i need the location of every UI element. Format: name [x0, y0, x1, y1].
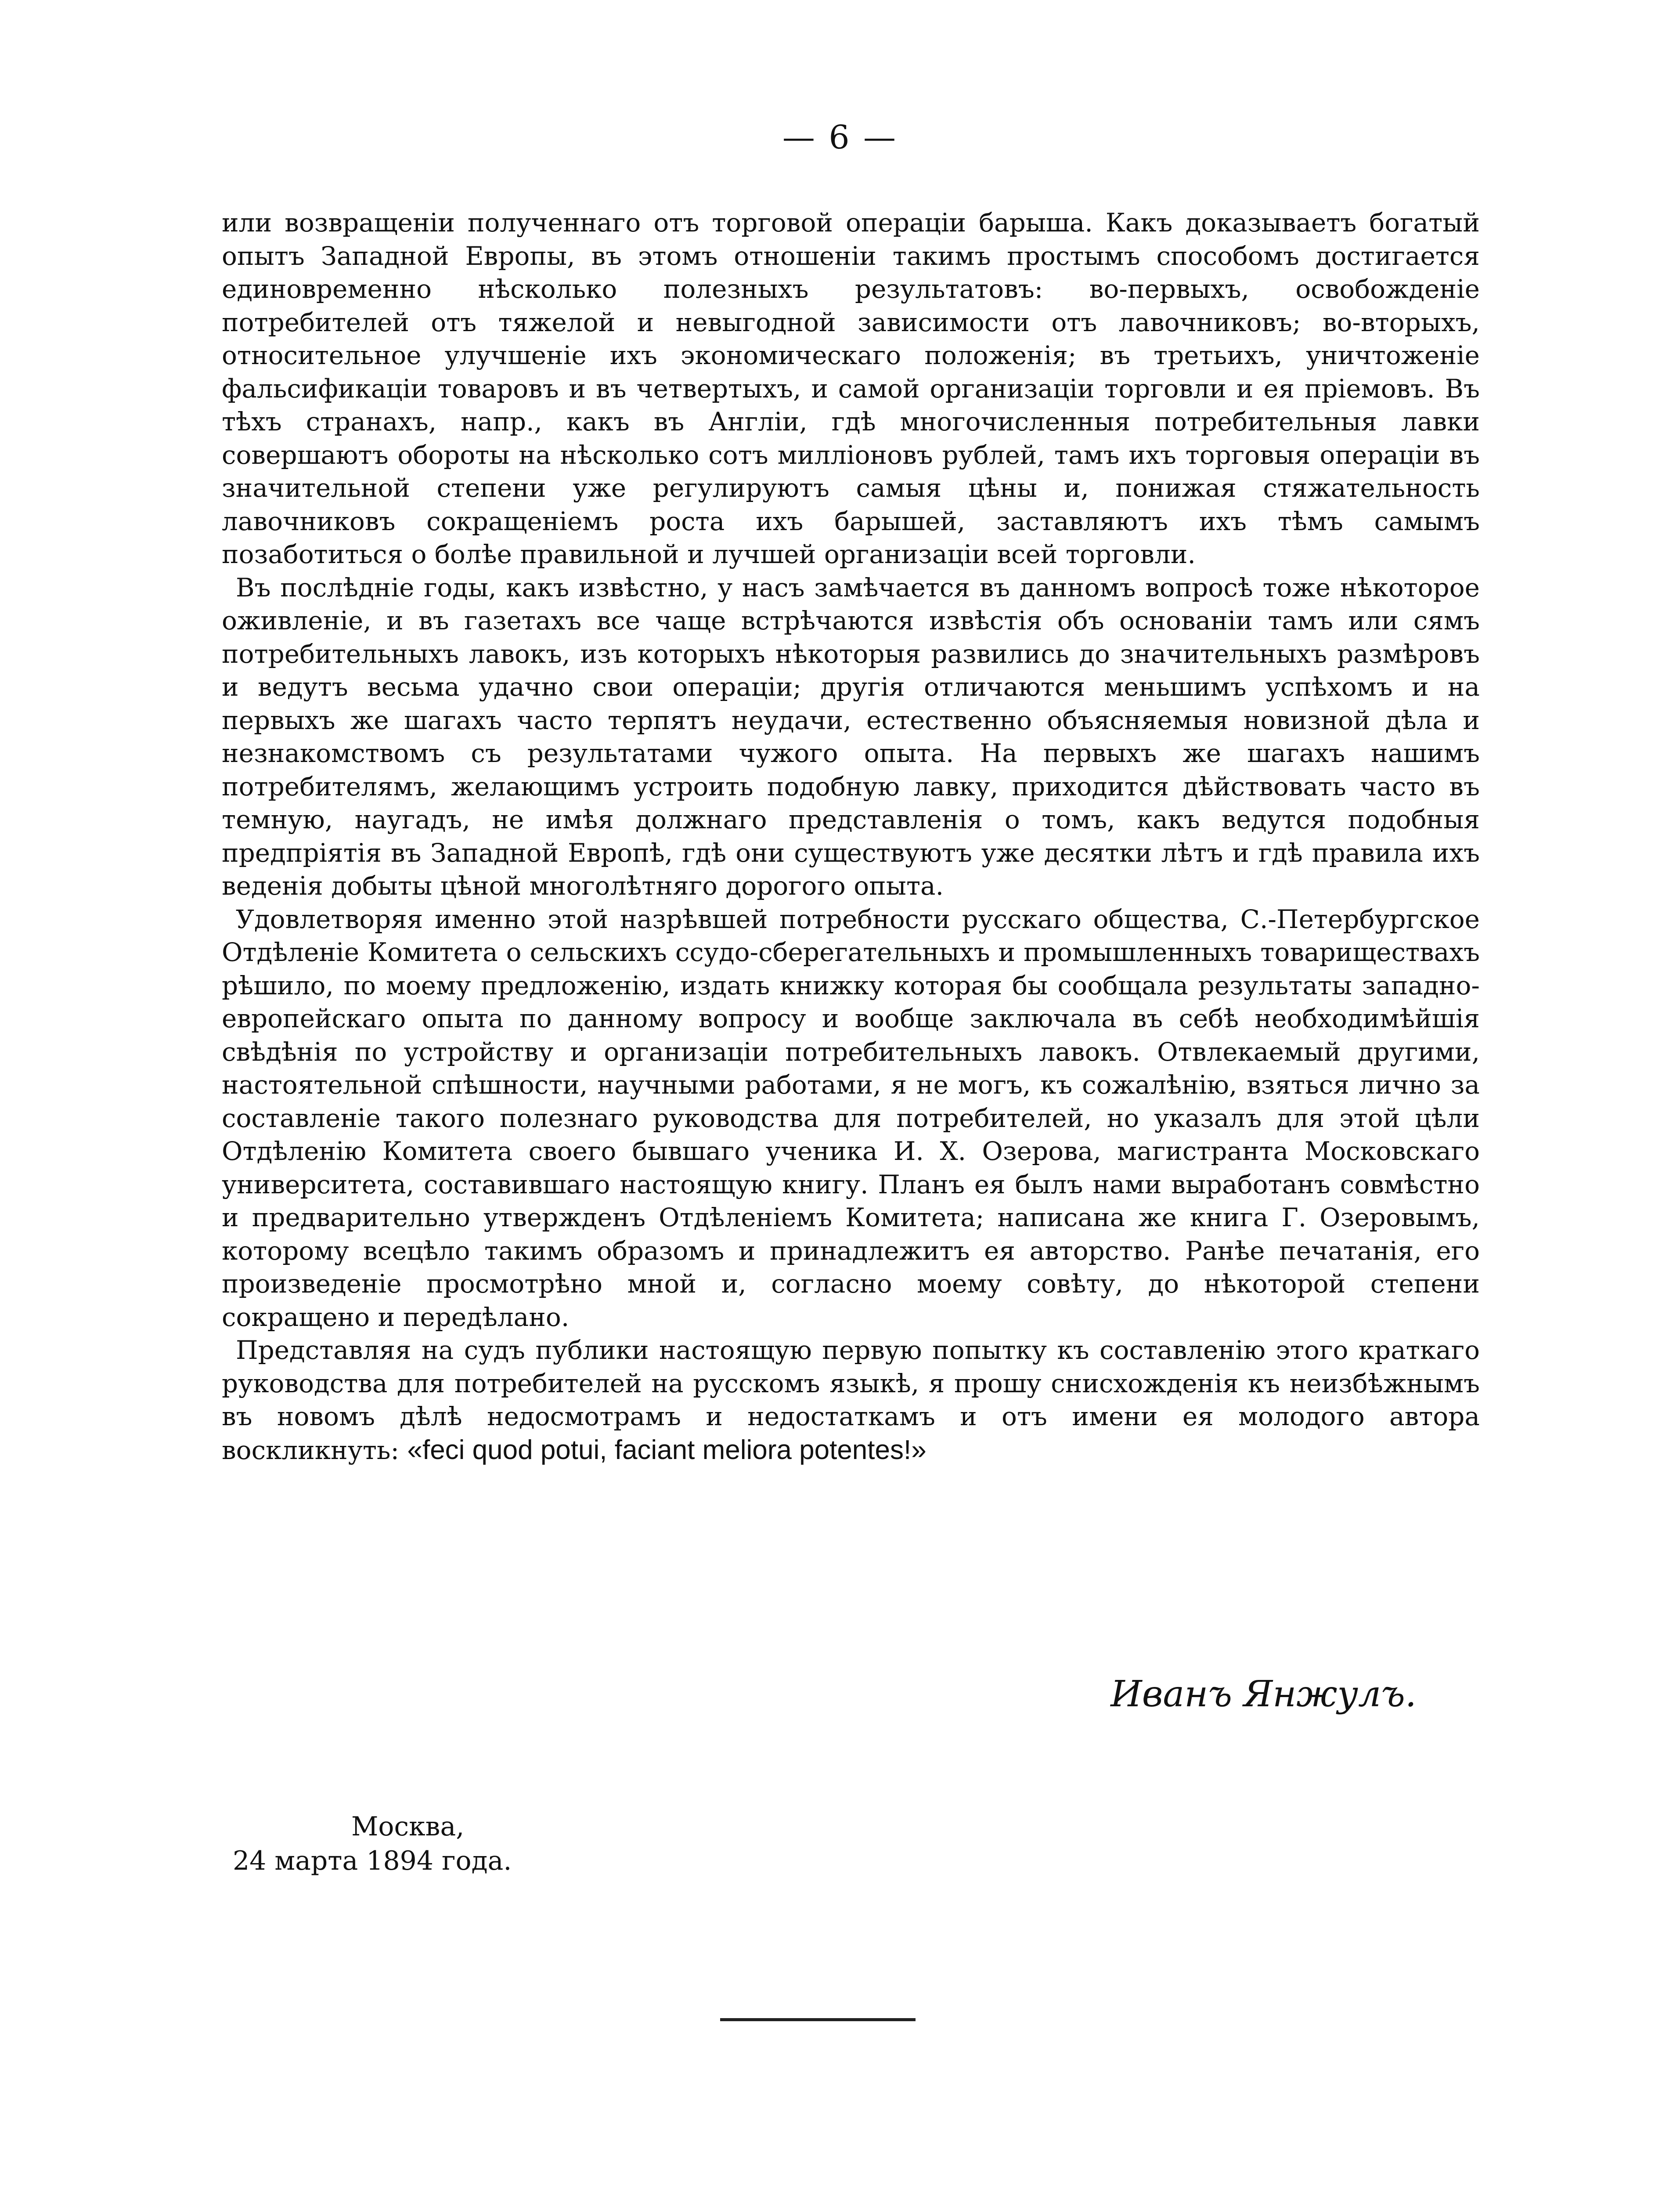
paragraph-4 [222, 1334, 1480, 1467]
date: 24 марта 1894 года. [233, 1846, 512, 1876]
body-text [222, 206, 1480, 1467]
end-rule [720, 2018, 916, 2021]
paragraph-4-text: Представляя на судъ публики настоящую первую попытку къ составленію этого краткаго руководства для потребителей на русскомъ языкѣ, я прошу снисхожденія къ неизбѣжнымъ въ новомъ дѣлѣ недосмотрамъ и недостаткамъ и отъ имени ея молодого автора воскликнуть: [222, 1335, 1480, 1465]
latin-quote: «feci quod potui, faciant meliora potentes!» [407, 1434, 927, 1465]
place-date [233, 1810, 512, 1878]
paragraph-2: Въ послѣдніе годы, какъ извѣстно, у насъ замѣчается въ данномъ вопросѣ тоже нѣкоторое оживленіе, и въ газетахъ все чаще встрѣчаются извѣстія объ основаніи тамъ или сямъ потребительныхъ лавокъ, изъ которыхъ нѣкоторыя развились до значительныхъ размѣровъ и ведутъ весьма удачно свои операціи; другія отличаются меньшимъ успѣхомъ и на первыхъ же шагахъ часто терпятъ неудачи, естественно объясняемыя новизной дѣла и незнакомствомъ съ результатами чужого опыта. На первыхъ же шагахъ нашимъ потребителямъ, желающимъ устроить подобную лавку, приходится дѣйствовать часто въ темную, наугадъ, не имѣя должнаго представленія о томъ, какъ ведутся подобныя предпріятія въ Западной Европѣ, гдѣ они существуютъ уже десятки лѣтъ и гдѣ правила ихъ веденія добыты цѣной многолѣтняго дорогого опыта. [222, 572, 1480, 901]
page-number: — 6 — [782, 119, 898, 156]
paragraph-1: или возвращеніи полученнаго отъ торговой операціи барыша. Какъ доказываетъ богатый опытъ Западной Европы, въ этомъ отношеніи такимъ простымъ способомъ достигается единовременно нѣсколько полезныхъ результатовъ: во-первыхъ, освобожденіе потребителей отъ тяжелой и невыгодной зависимости отъ лавочниковъ; во-вторыхъ, относительное улучшеніе ихъ экономическаго положенія; въ третьихъ, уничтоженіе фальсификаціи товаровъ и въ четвертыхъ, и самой организаціи торговли и ея пріемовъ. Въ тѣхъ странахъ, напр., какъ въ Англіи, гдѣ многочисленныя потребительныя лавки совершаютъ обороты на нѣсколько сотъ милліоновъ рублей, тамъ ихъ торговыя операціи въ значительной степени уже регулируютъ самыя цѣны и, понижая стяжательность лавочниковъ сокращеніемъ роста ихъ барышей, заставляютъ ихъ тѣмъ самымъ позаботиться о болѣе правильной и лучшей организаціи всей торговли. [222, 208, 1480, 569]
author-signature: Иванъ Янжулъ. [1110, 1673, 1417, 1715]
place: Москва, [351, 1811, 465, 1842]
paragraph-3: Удовлетворяя именно этой назрѣвшей потребности русскаго общества, С.-Петербургское Отдѣленіе Комитета о сельскихъ ссудо-сберегательныхъ и промышленныхъ товариществахъ рѣшило, по моему предложенію, издать книжку которая бы сообщала результаты западно-европейскаго опыта по данному вопросу и вообще заключала въ себѣ необходимѣйшія свѣдѣнія по устройству и организаціи потребительныхъ лавокъ. Отвлекаемый другими, настоятельной спѣшности, научными работами, я не могъ, къ сожалѣнію, взяться лично за составленіе такого полезнаго руководства для потребителей, но указалъ для этой цѣли Отдѣленію Комитета своего бывшаго ученика И. Х. Озерова, магистранта Московскаго университета, составившаго настоящую книгу. Планъ ея былъ нами выработанъ совмѣстно и предварительно утвержденъ Отдѣленіемъ Комитета; написана же книга Г. Озеровымъ, которому всецѣло такимъ образомъ и принадлежитъ ея авторство. Ранѣе печатанія, его произведеніе просмотрѣно мной и, согласно моему совѣту, до нѣкоторой степени сокращено и передѣлано. [222, 904, 1480, 1332]
